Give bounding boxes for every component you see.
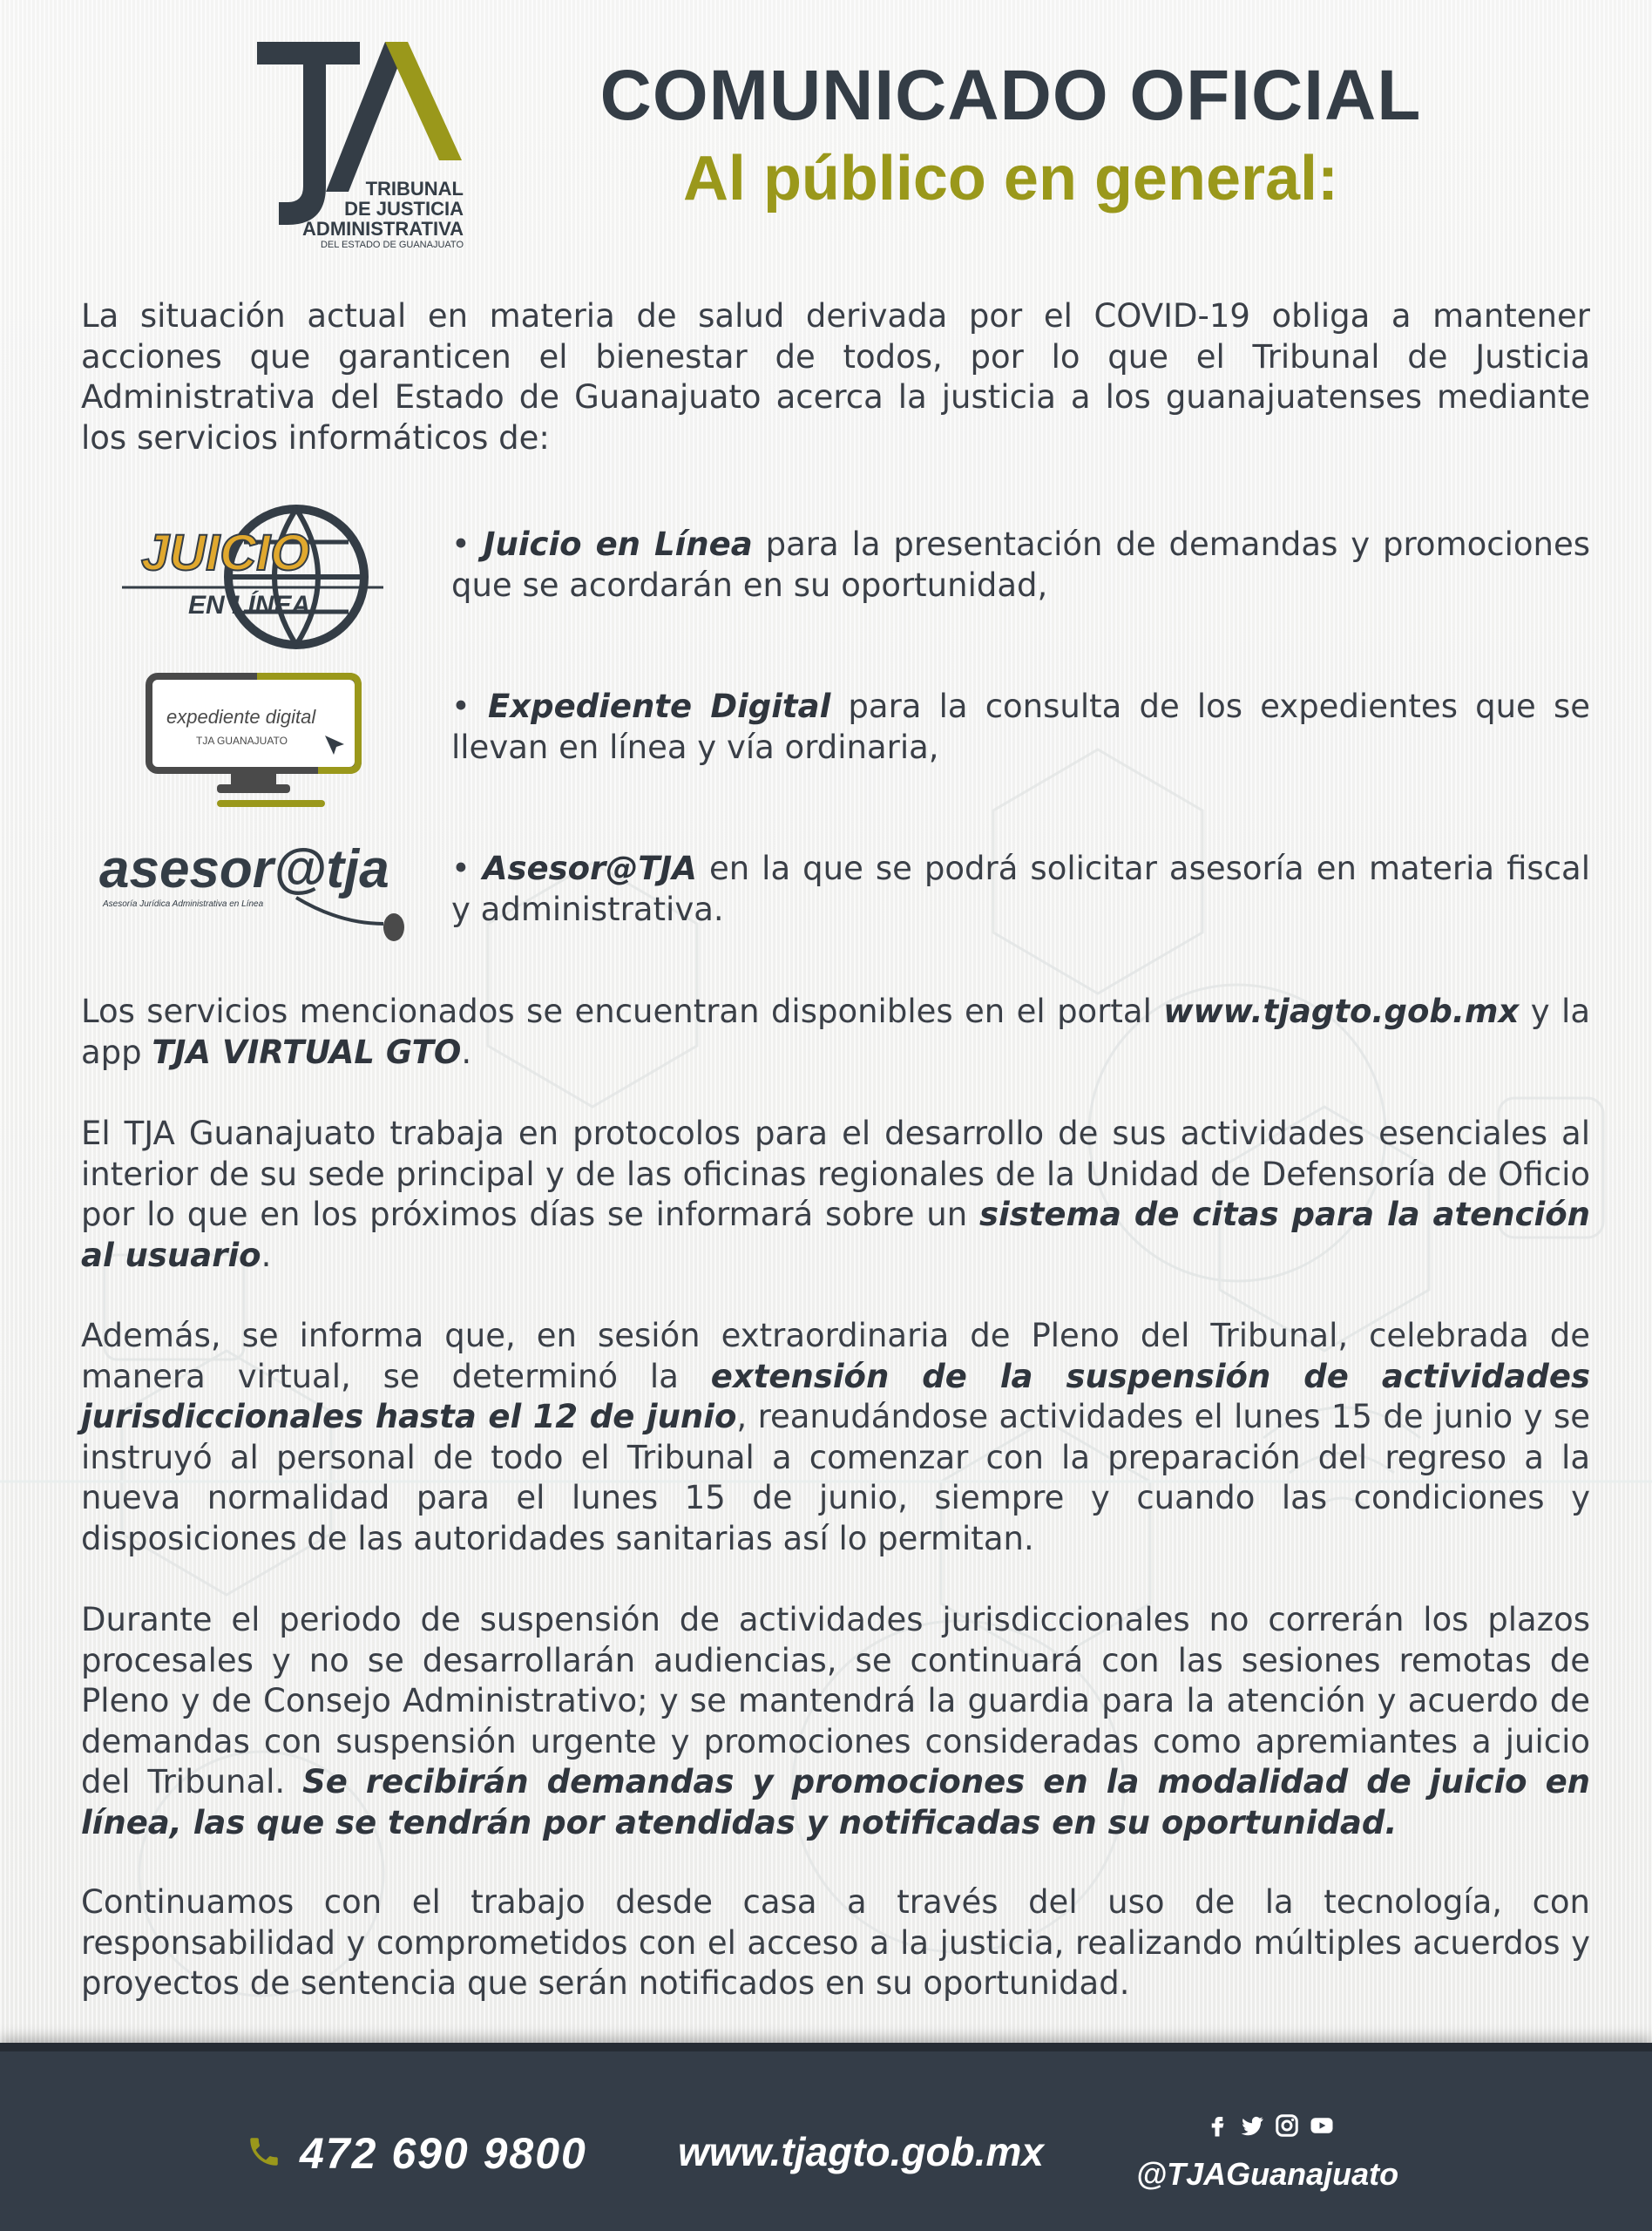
logo-line-administrativa: ADMINISTRATIVA [302, 218, 464, 240]
juicio-logo-text-2: EN LÍNEA [188, 591, 311, 620]
expediente-logo-text-1: expediente digital [166, 706, 316, 728]
social-icons [1204, 2112, 1335, 2144]
expediente-digital-logo [144, 671, 370, 810]
facebook-icon[interactable] [1204, 2112, 1230, 2139]
bullet: • [451, 526, 471, 563]
phone-icon [246, 2133, 282, 2170]
page-title: COMUNICADO OFICIAL [599, 56, 1422, 135]
instagram-icon[interactable] [1274, 2112, 1300, 2139]
asesor-logo-text-2: Asesoría Jurídica Administrativa en Línea [103, 899, 264, 909]
service-description: para la consulta de los expedientes que se llevan en línea y vía ordinaria, [451, 688, 1591, 766]
closing-paragraph: Continuamos con el trabajo desde casa a través del uso de la tecnología, con responsabilidad y comprometidos con el acceso a la justicia, realizando múltiples acuerdos y proyectos de sentencia que serán notificados en su oportunidad. [81, 1883, 1590, 2002]
logo-institution-name [296, 179, 464, 251]
suspension-paragraph: Durante el periodo de suspensión de actividades jurisdiccionales no correrán los plazos procesales y no se desarrollarán audiencias, se continuará con las sesiones remotas de Pleno y de Consejo Administrativo; y se mantendrá la guardia para la atención y acuerdo de demandas con suspensión urgente y promociones consideradas como apremiantes a juicio del Tribunal. Se recibirán demandas y promociones en la modalidad de juicio en línea, las que se tendrán por atendidas y notificadas en su oportunidad. [81, 1601, 1591, 1841]
logo-line-justicia: DE JUSTICIA [344, 198, 464, 220]
juicio-en-linea-logo [122, 497, 383, 654]
mouse-icon [383, 913, 404, 941]
asesor-tja-logo [96, 837, 418, 950]
website-link[interactable]: www.tjagto.gob.mx [678, 2129, 1044, 2174]
service-description: en la que se podrá solicitar asesoría en materia fiscal y administrativa. [451, 850, 1590, 928]
youtube-icon[interactable] [1309, 2112, 1335, 2139]
social-handle[interactable]: @TJAGuanajuato [1136, 2156, 1399, 2192]
service-name: Expediente Digital [487, 688, 831, 725]
juicio-logo-text-1: JUICIO [141, 525, 310, 581]
expediente-logo-text-2: TJA GUANAJUATO [196, 735, 288, 747]
twitter-icon[interactable] [1239, 2112, 1265, 2139]
portal-paragraph: Los servicios mencionados se encuentran disponibles en el portal www.tjagto.gob.mx y la app TJA VIRTUAL GTO. [81, 993, 1590, 1071]
footer [0, 2043, 1652, 2231]
protocols-paragraph: El TJA Guanajuato trabaja en protocolos para el desarrollo de sus actividades esenciales al interior de su sede principal y de las oficinas regionales de la Unidad de Defensoría de Oficio por lo que en los próximos días se informará sobre un sistema de citas para la atención al usuario. [81, 1115, 1590, 1274]
logo-line-estado: DEL ESTADO DE GUANAJUATO [320, 240, 464, 250]
portal-url: www.tjagto.gob.mx [1163, 993, 1520, 1030]
extension-paragraph: Además, se informa que, en sesión extraordinaria de Pleno del Tribunal, celebrada de manera virtual, se determinó la extensión de la suspensión de actividades jurisdiccionales hasta el 12 de junio, reanudándose actividades el lunes 15 de junio y se instruyó al personal de todo el Tribunal a comenzar con la preparación del regreso a la nueva normalidad para el lunes 15 de junio, siempre y cuando las condiciones y disposiciones de las autoridades sanitarias así lo permitan. [81, 1317, 1590, 1557]
app-name: TJA VIRTUAL GTO [152, 1033, 462, 1071]
service-juicio-en-linea [451, 525, 1590, 606]
page-subtitle: Al público en general: [682, 144, 1339, 214]
asesor-logo-text-1: asesor@tja [99, 839, 389, 899]
bullet: • [451, 850, 471, 887]
service-asesor-tja [451, 849, 1590, 930]
phone-number[interactable]: 472 690 9800 [300, 2129, 587, 2178]
logo-line-tribunal: TRIBUNAL [365, 178, 464, 200]
service-name: Juicio en Línea [483, 526, 753, 563]
service-description: para la presentación de demandas y promociones que se acordarán en su oportunidad, [451, 526, 1590, 604]
bullet: • [451, 688, 471, 725]
intro-paragraph: La situación actual en materia de salud derivada por el COVID-19 obliga a mantener acciones que garanticen el bienestar de todos, por lo que el Tribunal de Justicia Administrativa del Estado de Guanajuato acerca la justicia a los guanajuatenses mediante los servicios informáticos de: [81, 297, 1590, 457]
service-expediente-digital [451, 687, 1590, 768]
service-name: Asesor@TJA [482, 850, 697, 887]
